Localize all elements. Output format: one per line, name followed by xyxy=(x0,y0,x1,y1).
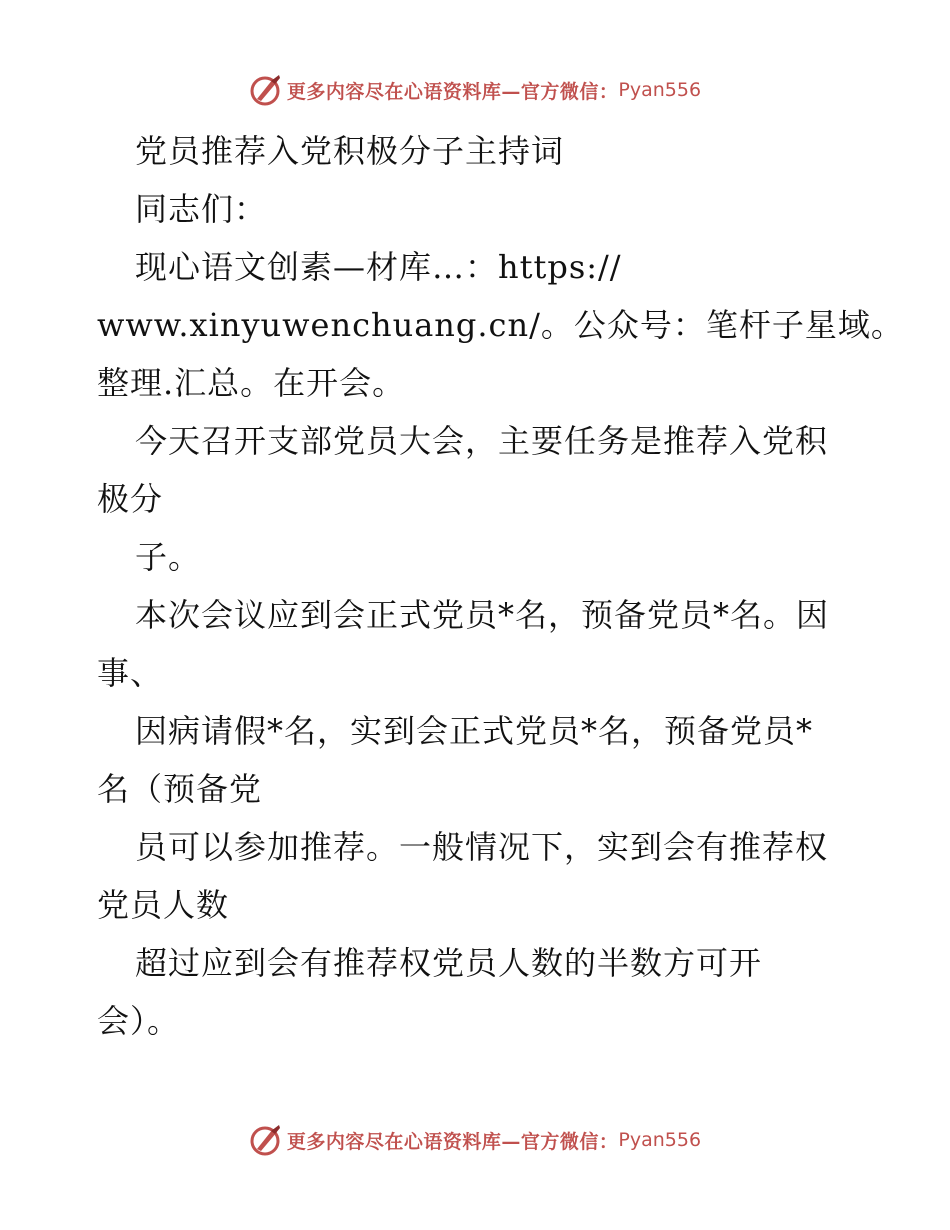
paragraph-line: 员可以参加推荐。一般情况下，实到会有推荐权 xyxy=(135,828,829,866)
paragraph-line: 现心语文创素—材库…：https:// xyxy=(135,248,622,286)
paragraph-line: 整理.汇总。在开会。 xyxy=(97,364,406,402)
watermark-brand: Pyan556 xyxy=(618,1129,702,1151)
watermark-brand: Pyan556 xyxy=(618,79,702,101)
paragraph-line: 极分 xyxy=(97,480,164,518)
paragraph-line: 党员人数 xyxy=(97,886,230,924)
watermark-text: 更多内容尽在心语资料库—官方微信： xyxy=(286,80,619,103)
paragraph-line: 超过应到会有推荐权党员人数的半数方可开 xyxy=(135,944,763,982)
watermark-text: 更多内容尽在心语资料库—官方微信： xyxy=(286,1130,619,1153)
paragraph-line: 事、 xyxy=(97,654,164,692)
quill-pen-circle-icon xyxy=(249,73,283,107)
header-watermark xyxy=(0,70,950,110)
paragraph-line: www.xinyuwenchuang.cn/。公众号：笔杆子星域。 xyxy=(97,306,904,344)
paragraph-line: 会）。 xyxy=(97,1002,181,1040)
footer-watermark xyxy=(0,1120,950,1160)
paragraph-line: 子。 xyxy=(135,538,202,576)
paragraph-line: 名（预备党 xyxy=(97,770,263,808)
quill-pen-circle-icon xyxy=(249,1123,283,1157)
document-body xyxy=(97,122,904,1050)
paragraph-line: 因病请假*名，实到会正式党员*名，预备党员* xyxy=(135,712,814,750)
paragraph-line: 今天召开支部党员大会，主要任务是推荐入党积 xyxy=(135,422,829,460)
document-title: 党员推荐入党积极分子主持词 xyxy=(135,132,565,170)
paragraph-line: 本次会议应到会正式党员*名，预备党员*名。因 xyxy=(135,596,830,634)
paragraph-line: 同志们： xyxy=(135,190,268,228)
